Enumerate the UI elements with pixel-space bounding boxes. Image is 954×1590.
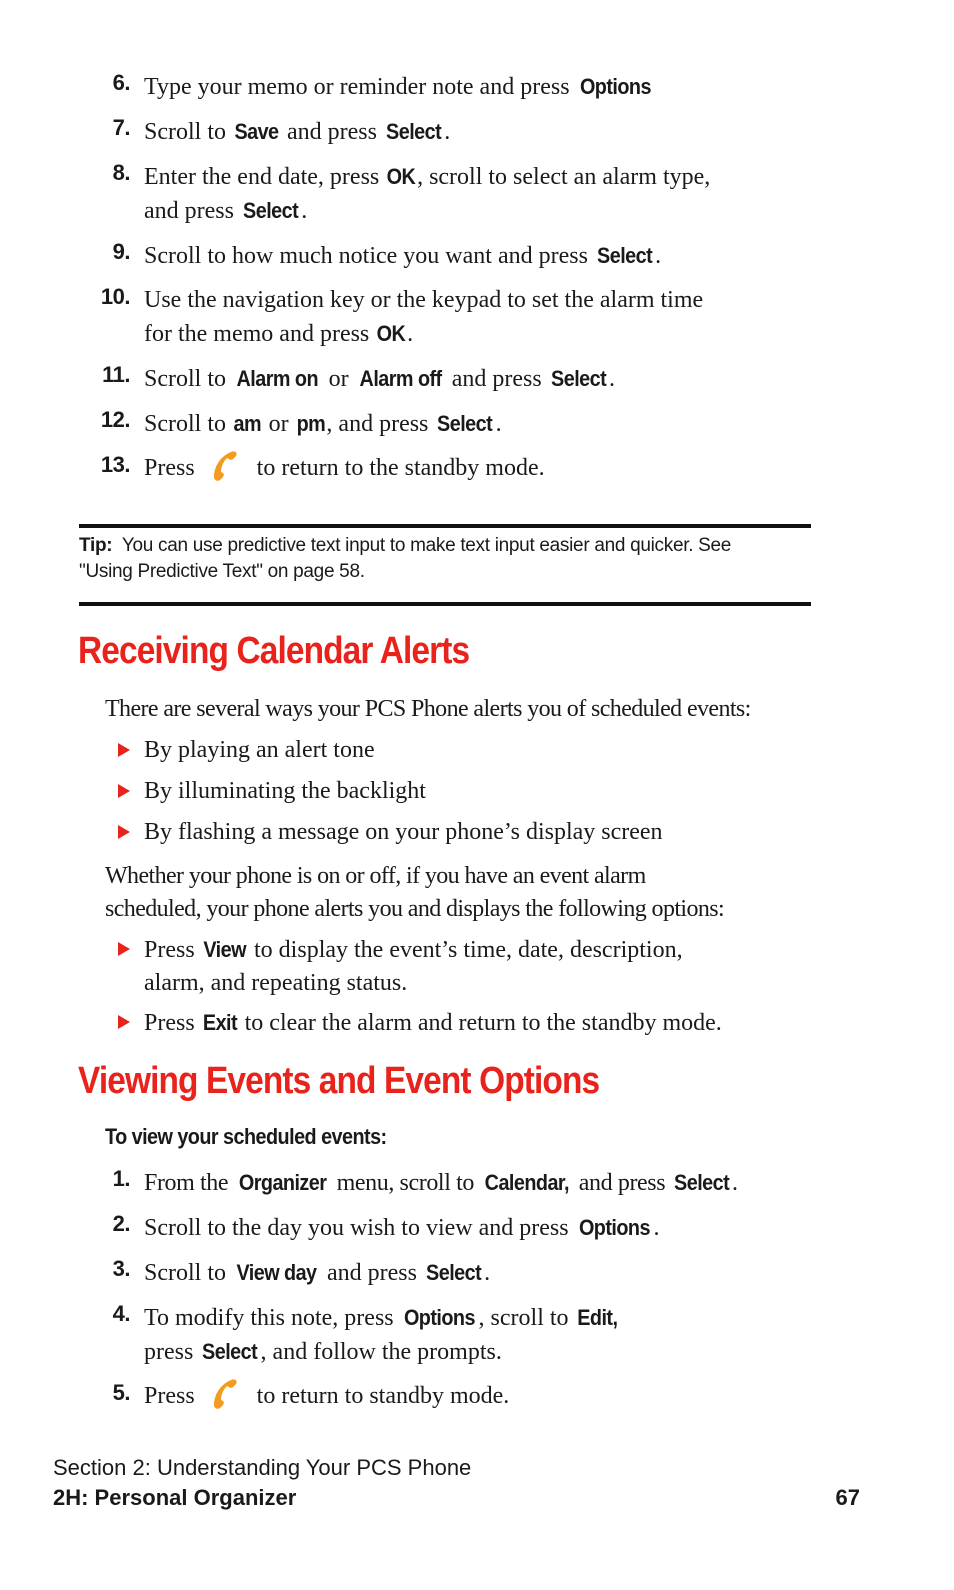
- tip-top-rule: [79, 524, 811, 528]
- tip-label: Tip:: [79, 535, 113, 556]
- step-number: 9.: [112, 239, 130, 264]
- end-call-phone-icon: [209, 1377, 243, 1411]
- triangle-bullet-icon: [118, 743, 130, 757]
- triangle-bullet-icon: [118, 825, 130, 839]
- step-number: 10.: [100, 284, 130, 309]
- footer-section-title: Section 2: Understanding Your PCS Phone: [53, 1455, 472, 1480]
- tip-text: You can use predictive text input to make text input easier and quicker. See "Using Predictive Text" on page 58.: [79, 535, 732, 582]
- step-number: 5.: [112, 1380, 130, 1405]
- step-text: Scroll to the day you wish to view and press Options .: [144, 1215, 660, 1241]
- triangle-bullet-icon: [118, 1015, 130, 1029]
- step-text: From the Organizer menu, scroll to Calendar, and press Select .: [144, 1170, 738, 1196]
- step-number: 8.: [112, 160, 130, 185]
- step-text: Use the navigation key or the keypad to set the alarm time for the memo and press OK.: [144, 287, 704, 347]
- end-call-phone-icon: [209, 449, 243, 483]
- step-text: Type your memo or reminder note and press Options: [144, 74, 651, 100]
- step-number: 12.: [100, 407, 130, 432]
- triangle-bullet-icon: [118, 942, 130, 956]
- tip-note: [79, 533, 779, 585]
- step-text: Scroll to View day and press Select .: [144, 1260, 491, 1286]
- step-number: 13.: [100, 452, 130, 477]
- step-text: Press to return to standby mode.: [144, 1380, 824, 1414]
- step-number: 3.: [112, 1256, 130, 1281]
- step-text: Scroll to how much notice you want and press Select .: [144, 243, 662, 269]
- step-text: Enter the end date, press OK, scroll to select an alarm type, and press Select .: [144, 164, 711, 224]
- step-text: Scroll to am or pm, and press Select .: [144, 411, 502, 437]
- triangle-bullet-icon: [118, 784, 130, 798]
- page-number: 67: [835, 1485, 860, 1510]
- step-number: 4.: [112, 1301, 130, 1326]
- intro-paragraph: There are several ways your PCS Phone alerts you of scheduled events:: [105, 696, 751, 722]
- procedure-subheading: To view your scheduled events:: [105, 1124, 387, 1149]
- step-number: 7.: [112, 115, 130, 140]
- section-heading-receiving-alerts: Receiving Calendar Alerts: [78, 630, 470, 672]
- options-paragraph: Whether your phone is on or off, if you have an event alarm scheduled, your phone alerts you and displays the following options:: [105, 863, 725, 922]
- step-text: Scroll to Save and press Select .: [144, 119, 451, 145]
- step-text: To modify this note, press Options , scroll to Edit, press Select , and follow the prompts.: [144, 1305, 617, 1365]
- step-text: Press to return to the standby mode.: [144, 452, 824, 486]
- step-number: 11.: [102, 362, 130, 387]
- section-heading-viewing-events: Viewing Events and Event Options: [78, 1060, 600, 1102]
- step-number: 1.: [112, 1166, 130, 1191]
- step-number: 2.: [112, 1211, 130, 1236]
- step-text: Scroll to Alarm on or Alarm off and press Select .: [144, 366, 615, 392]
- step-number: 6.: [112, 70, 130, 95]
- footer-chapter-title: 2H: Personal Organizer: [53, 1485, 297, 1510]
- tip-bottom-rule: [79, 602, 811, 606]
